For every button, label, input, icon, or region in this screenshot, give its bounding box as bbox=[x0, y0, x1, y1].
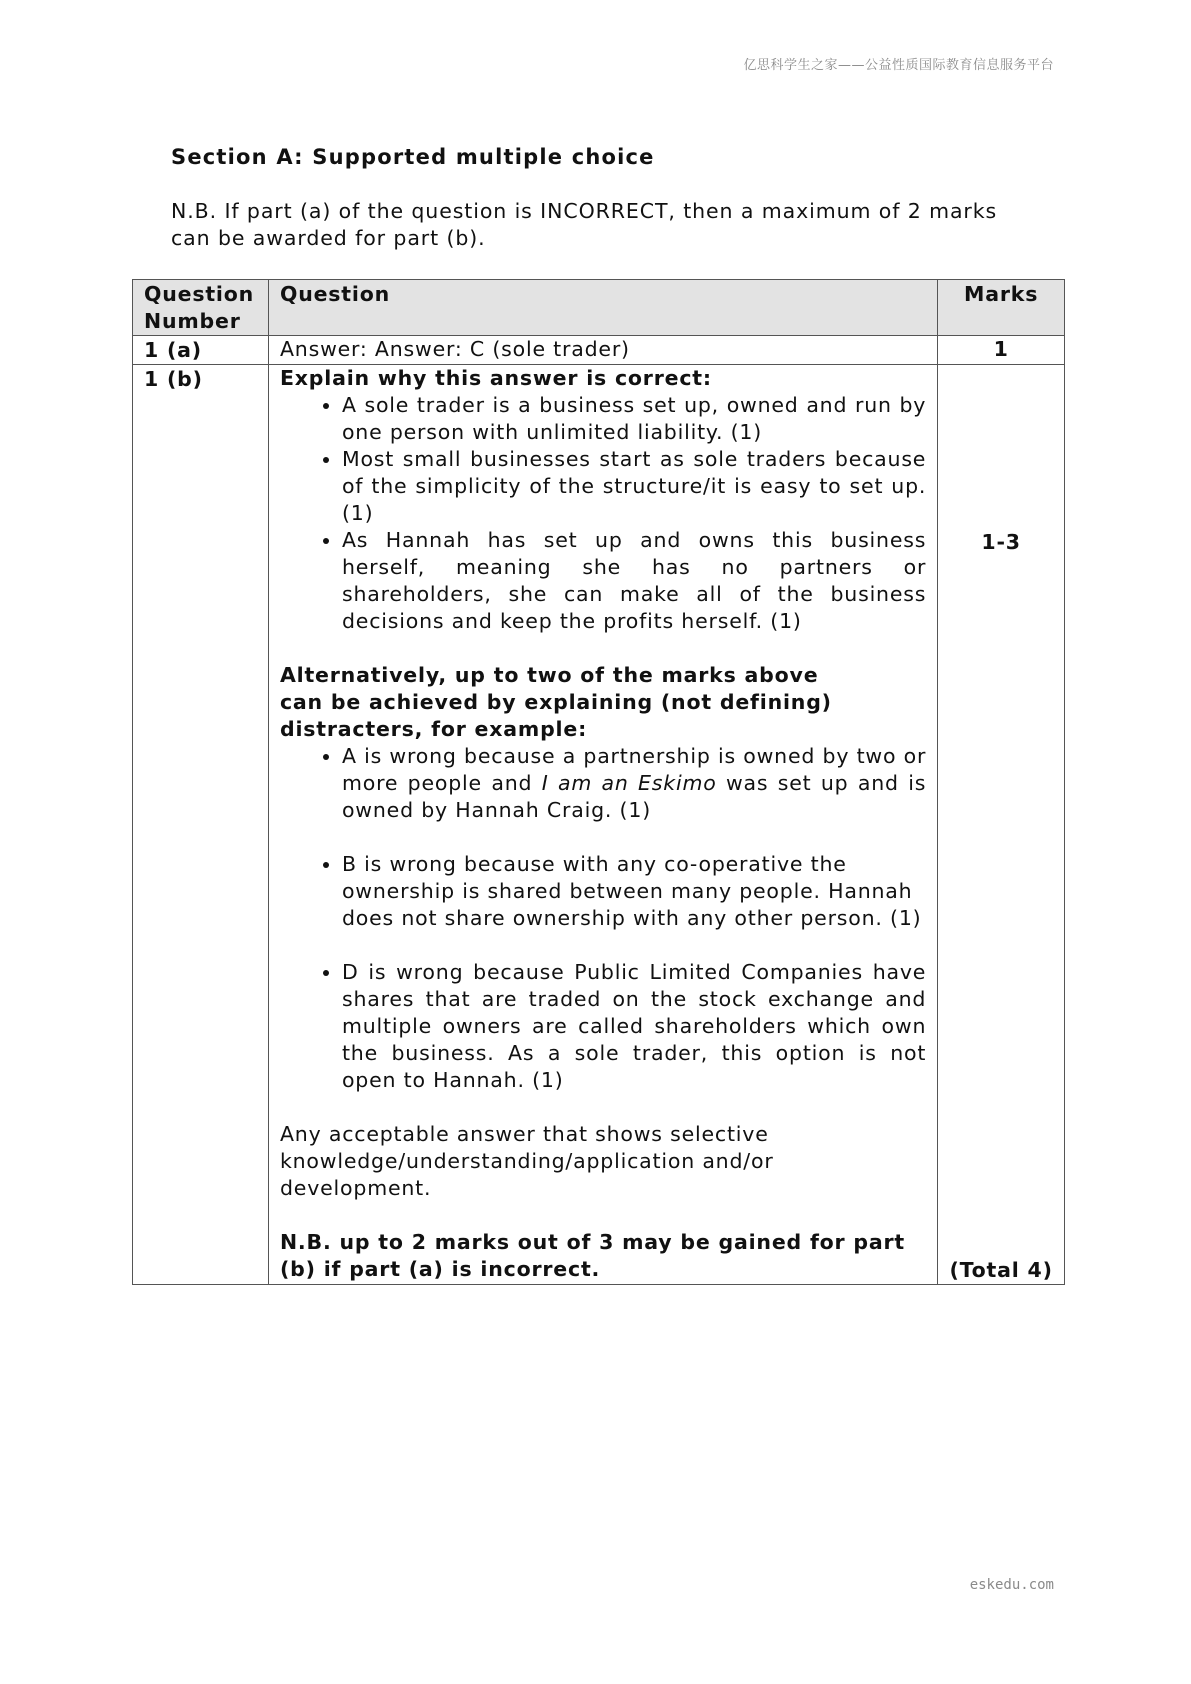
list-item: • B is wrong because with any co-operative the ownership is shared between many people. Hannah does not share ownership with any other person. (1) bbox=[342, 851, 926, 932]
nb-final-note: N.B. up to 2 marks out of 3 may be gained for part (b) if part (a) is incorrect. bbox=[279, 1230, 906, 1281]
header-question-number: Question Number bbox=[133, 280, 269, 336]
list-item: • A sole trader is a business set up, owned and run by one person with unlimited liability. (1) bbox=[342, 392, 926, 446]
question-number-1b: 1 (b) bbox=[133, 365, 269, 1285]
list-item: • D is wrong because Public Limited Companies have shares that are traded on the stock exchange and multiple owners are called shareholders which own the business. As a sole trader, this option is not open to Hannah. (1) bbox=[342, 959, 926, 1094]
total-marks: (Total 4) bbox=[949, 1258, 1053, 1282]
alternative-heading: Alternatively, up to two of the marks above can be achieved by explaining (not defining) distracters, for example: bbox=[279, 663, 832, 741]
table-row bbox=[133, 365, 1065, 1285]
distracter-bullets-d bbox=[280, 959, 926, 1094]
table-header-row bbox=[133, 280, 1065, 336]
table-row bbox=[133, 336, 1065, 365]
distracter-bullets bbox=[280, 743, 926, 824]
answer-1a: Answer: Answer: C (sole trader) bbox=[268, 336, 937, 365]
nb-note: N.B. If part (a) of the question is INCORRECT, then a maximum of 2 marks can be awarded for part (b). bbox=[171, 199, 998, 250]
marks-1b-range: 1-3 bbox=[981, 530, 1021, 554]
explain-heading: Explain why this answer is correct: bbox=[279, 366, 712, 390]
header-marks: Marks bbox=[938, 280, 1065, 336]
watermark-text: 亿思科学生之家——公益性质国际教育信息服务平台 bbox=[743, 58, 1054, 73]
marks-1b bbox=[938, 365, 1065, 1285]
list-item: • As Hannah has set up and owns this business herself, meaning she has no partners or shareholders, she can make all of the business decisions and keep the profits herself. (1) bbox=[342, 527, 926, 635]
any-acceptable-answer: Any acceptable answer that shows selective knowledge/understanding/application and/or development. bbox=[279, 1122, 774, 1200]
section-title: Section A: Supported multiple choice bbox=[171, 145, 655, 169]
distracter-a-post: was set up and is owned by Hannah Craig. (1) bbox=[341, 771, 927, 822]
business-name: I am an Eskimo bbox=[541, 771, 717, 795]
mark-scheme-table bbox=[132, 279, 1065, 1285]
footer-site: eskedu.com bbox=[969, 1577, 1054, 1593]
question-1b-content bbox=[268, 365, 937, 1285]
list-item: • Most small businesses start as sole traders because of the simplicity of the structure/it is easy to set up. (1) bbox=[342, 446, 926, 527]
distracter-bullets-b bbox=[280, 851, 926, 932]
distracter-a-pre: A is wrong because a partnership is owned by two or more people and bbox=[341, 744, 927, 795]
marks-1a: 1 bbox=[938, 336, 1065, 365]
explain-bullets bbox=[280, 392, 926, 635]
header-question: Question bbox=[268, 280, 937, 336]
list-item bbox=[342, 743, 926, 824]
question-number-1a: 1 (a) bbox=[133, 336, 269, 365]
